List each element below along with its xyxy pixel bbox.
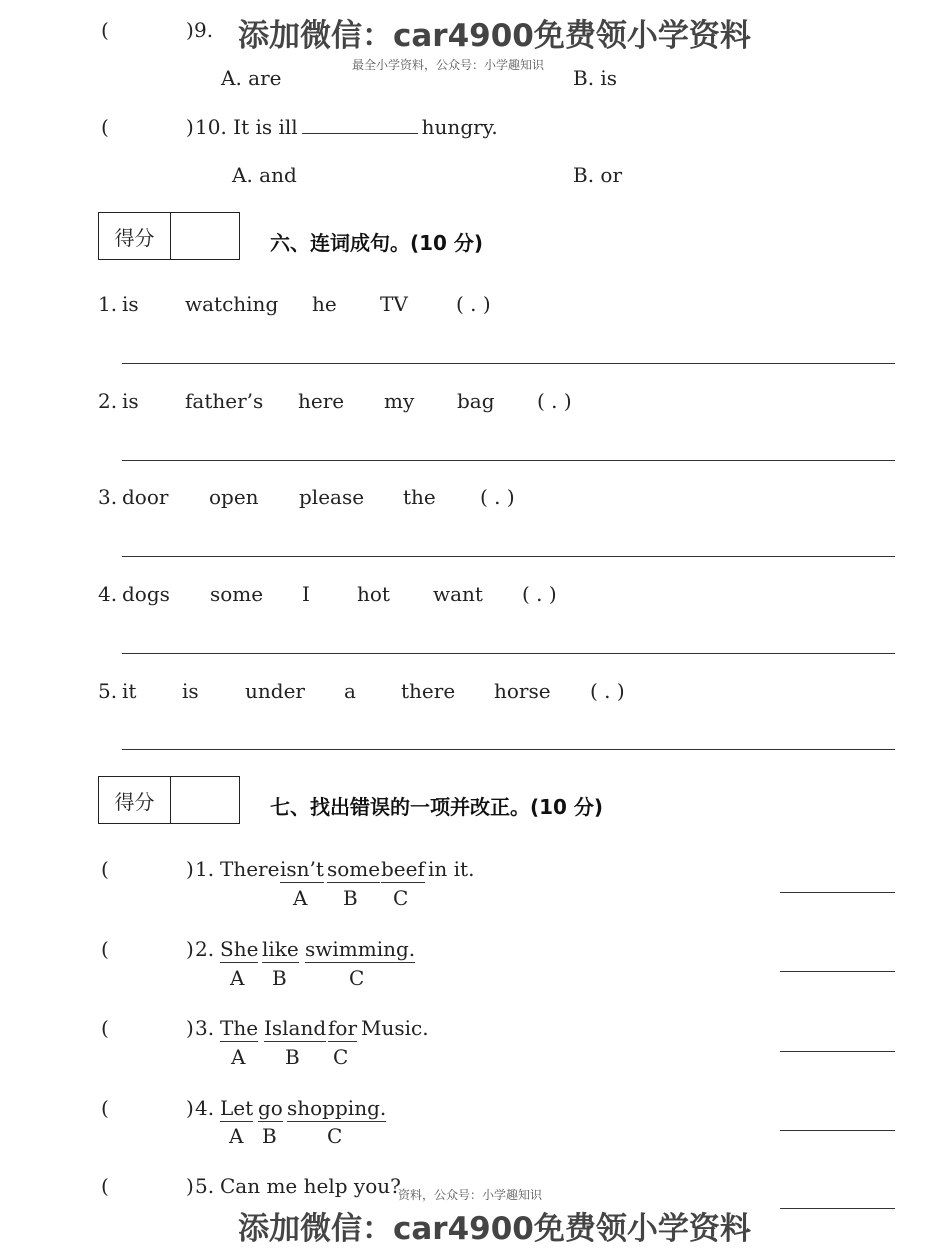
q10-option-b: B. or (573, 163, 623, 187)
s7-item1-part-c: beef (381, 857, 425, 881)
s7-item4-part-b: go (258, 1096, 283, 1120)
section7-score-label: 得分 (99, 777, 171, 823)
s7-item2-letter-c: C (349, 966, 365, 990)
s7-item1-letter-c: C (393, 886, 409, 910)
s7-item3-part: Music. (361, 1016, 429, 1040)
s6-item5-word: is (182, 679, 199, 703)
watermark-bottom-sub: 资料，公众号：小学趣知识 (398, 1188, 543, 1202)
s7-item3-letter-c: C (333, 1045, 349, 1069)
s6-item5-word: under (245, 679, 305, 703)
s6-item5-answer-line[interactable] (122, 749, 895, 750)
s7-item1-letter-a: A (293, 886, 308, 910)
s7-item5-paren-open: ( (101, 1174, 109, 1198)
s7-item1-paren-close: ) (186, 857, 194, 881)
s7-item2-part-b: like (262, 937, 299, 961)
s7-item3-correction-line[interactable] (780, 1051, 895, 1052)
s6-item4-word: I (302, 582, 310, 606)
s7-item2-part-c: swimming. (305, 937, 416, 961)
q10-stem-pre: 10. It is ill (195, 115, 298, 139)
s6-item1-num: 1. (98, 292, 118, 316)
s6-item5-word: ( . ) (590, 679, 625, 703)
s7-item3-paren-close: ) (186, 1016, 194, 1040)
s6-item1-word: ( . ) (456, 292, 491, 316)
s7-item2-num: 2. (195, 937, 215, 961)
q9-number: 9. (194, 18, 214, 42)
s6-item3-word: open (209, 485, 259, 509)
s7-item2-part-a: She (220, 937, 259, 961)
s6-item3-answer-line[interactable] (122, 556, 895, 557)
s7-item3-part-c: for (328, 1016, 358, 1040)
q9-paren-open: ( (101, 18, 109, 42)
s7-item3-num: 3. (195, 1016, 215, 1040)
s7-item4-correction-line[interactable] (780, 1130, 895, 1131)
section6-title: 六、连词成句。(10 分) (270, 231, 484, 255)
q10-blank[interactable] (302, 117, 418, 134)
s7-item1-part: There (220, 857, 280, 881)
s6-item5-word: it (122, 679, 137, 703)
s6-item4-answer-line[interactable] (122, 653, 895, 654)
s6-item5-word: horse (494, 679, 551, 703)
s6-item3-word: please (299, 485, 365, 509)
q10-stem-post: hungry. (421, 115, 498, 139)
s7-item2-letter-b: B (272, 966, 287, 990)
s6-item5-word: a (344, 679, 356, 703)
s7-item3-letter-a: A (231, 1045, 246, 1069)
s6-item4-word: dogs (122, 582, 170, 606)
s7-item2-paren-close: ) (186, 937, 194, 961)
s7-item5-paren-close: ) (186, 1174, 194, 1198)
s6-item3-word: door (122, 485, 169, 509)
s6-item3-word: the (403, 485, 436, 509)
s7-item1-part-a: isn’t (280, 857, 324, 881)
s6-item2-word: ( . ) (537, 389, 572, 413)
watermark-top: 添加微信：car4900免费领小学资料 (238, 18, 751, 54)
s6-item2-answer-line[interactable] (122, 460, 895, 461)
s7-item3-letter-b: B (285, 1045, 300, 1069)
q9-paren-close: ) (186, 18, 194, 42)
section6-score-label: 得分 (99, 213, 171, 259)
s6-item1-word: watching (185, 292, 279, 316)
s7-item4-letter-c: C (327, 1124, 343, 1148)
s6-item4-word: hot (357, 582, 390, 606)
s7-item5-text: Can me help you? (220, 1174, 401, 1198)
s7-item2-paren-open: ( (101, 937, 109, 961)
s6-item2-word: father’s (185, 389, 264, 413)
s6-item4-word: want (433, 582, 483, 606)
s6-item4-word: ( . ) (522, 582, 557, 606)
q10-stem (195, 115, 498, 139)
s6-item2-num: 2. (98, 389, 118, 413)
s6-item3-word: ( . ) (480, 485, 515, 509)
s7-item1-part-b: some (327, 857, 381, 881)
s7-item4-part-a: Let (220, 1096, 254, 1120)
s7-item1-letter-b: B (343, 886, 358, 910)
s6-item2-word: here (298, 389, 345, 413)
s6-item2-word: is (122, 389, 139, 413)
s7-item3-part-b: Island (264, 1016, 327, 1040)
s7-item4-letter-a: A (229, 1124, 244, 1148)
s6-item2-word: bag (457, 389, 495, 413)
s7-item5-num: 5. (195, 1174, 215, 1198)
q10-paren-open: ( (101, 115, 109, 139)
section7-title: 七、找出错误的一项并改正。(10 分) (270, 795, 604, 819)
s6-item5-num: 5. (98, 679, 118, 703)
s6-item4-num: 4. (98, 582, 118, 606)
s7-item4-paren-open: ( (101, 1096, 109, 1120)
s7-item1-num: 1. (195, 857, 215, 881)
s7-item4-part-c: shopping. (287, 1096, 387, 1120)
section6-score-box (98, 212, 240, 260)
s7-item4-paren-close: ) (186, 1096, 194, 1120)
s7-item3-part-a: The (220, 1016, 259, 1040)
s7-item4-num: 4. (195, 1096, 215, 1120)
s7-item1-part: in it. (428, 857, 475, 881)
s7-item1-correction-line[interactable] (780, 892, 895, 893)
section7-score-box (98, 776, 240, 824)
watermark-top-sub: 最全小学资料，公众号：小学趣知识 (352, 58, 545, 72)
s6-item5-word: there (401, 679, 456, 703)
s7-item5-correction-line[interactable] (780, 1208, 895, 1209)
s6-item1-word: TV (380, 292, 408, 316)
s7-item2-letter-a: A (230, 966, 245, 990)
s7-item3-paren-open: ( (101, 1016, 109, 1040)
s6-item1-word: he (312, 292, 337, 316)
q9-option-a: A. are (221, 66, 282, 90)
q10-option-a: A. and (232, 163, 297, 187)
s7-item1-paren-open: ( (101, 857, 109, 881)
s6-item1-word: is (122, 292, 139, 316)
s6-item1-answer-line[interactable] (122, 363, 895, 364)
s6-item2-word: my (384, 389, 415, 413)
q9-option-b: B. is (573, 66, 618, 90)
q10-paren-close: ) (186, 115, 194, 139)
s6-item4-word: some (210, 582, 264, 606)
s6-item3-num: 3. (98, 485, 118, 509)
s7-item4-letter-b: B (262, 1124, 277, 1148)
watermark-bottom: 添加微信：car4900免费领小学资料 (238, 1211, 751, 1247)
s7-item2-correction-line[interactable] (780, 971, 895, 972)
